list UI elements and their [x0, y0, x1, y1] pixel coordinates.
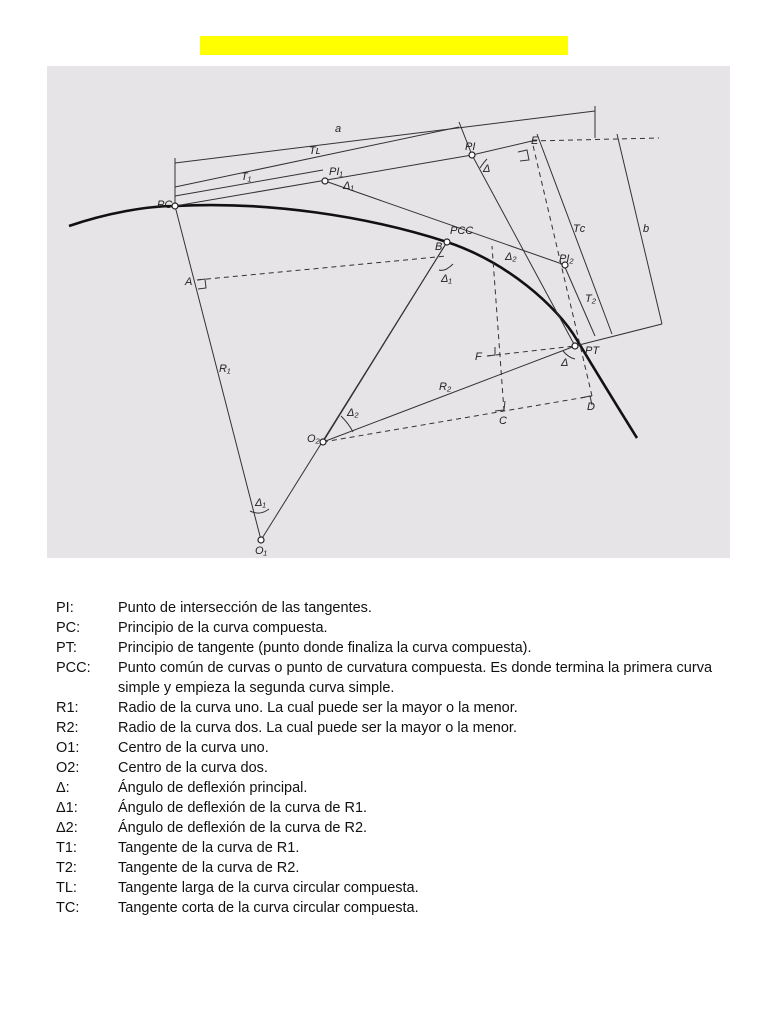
legend-row-tl	[56, 878, 756, 898]
label-pi1: PI₁	[329, 166, 343, 178]
point-o1	[258, 537, 264, 543]
legend-term: Δ2:	[56, 820, 78, 836]
radius-r2	[323, 346, 575, 442]
dim-base	[575, 324, 662, 346]
title-highlight-bar	[200, 36, 568, 55]
label-o2: O₂	[307, 433, 320, 445]
label-d: D	[587, 401, 595, 413]
legend-row-t1	[56, 838, 756, 858]
legend-row-delta1	[56, 798, 756, 818]
label-a: A	[185, 276, 193, 288]
angle-label-delta-pi: Δ	[483, 163, 491, 175]
dim-label-t1: T₁	[241, 171, 252, 183]
dim-label-a: a	[335, 123, 342, 135]
line-a-pcc	[197, 256, 447, 280]
legend-desc: Ángulo de deflexión de la curva de R2.	[118, 820, 368, 836]
legend-desc: Tangente de la curva de R1.	[118, 840, 300, 856]
label-f: F	[475, 351, 482, 363]
label-c: C	[499, 415, 507, 427]
legend-desc: Principio de la curva compuesta.	[118, 620, 328, 636]
angle-label-delta2-pi2: Δ₂	[505, 251, 517, 263]
legend-row-pc	[56, 618, 756, 638]
dim-tl	[175, 127, 459, 187]
line-o2-d	[323, 396, 592, 442]
label-pt: PT	[585, 345, 600, 357]
point-pcc	[444, 239, 450, 245]
label-pi2: PI₂	[559, 253, 574, 265]
line-c-b	[492, 246, 504, 411]
dim-label-b: b	[643, 223, 650, 235]
legend-term: PC:	[56, 620, 81, 636]
line-pi-e	[472, 141, 532, 155]
radius-o2-pcc	[323, 242, 447, 442]
legend-row-pcc	[56, 658, 756, 698]
dim-label-tc: Tᴄ	[573, 223, 586, 235]
legend-row-delta	[56, 778, 756, 798]
dim-label-tl: Tʟ	[309, 145, 321, 157]
dim-b	[617, 134, 662, 324]
label-b: B	[435, 241, 443, 253]
legend-desc: Principio de tangente (punto donde finaliza la curva compuesta).	[118, 640, 532, 656]
angle-label-delta1-b: Δ₁	[441, 273, 452, 285]
legend-desc: Tangente larga de la curva circular compuesta.	[118, 880, 419, 896]
dim-label-t2: T₂	[585, 293, 596, 305]
line-e-b-dashed	[532, 138, 659, 141]
legend-desc: Ángulo de deflexión principal.	[118, 780, 308, 796]
legend-term: TC:	[56, 900, 80, 916]
legend-desc: Radio de la curva dos. La cual puede ser la mayor o la menor.	[118, 720, 517, 736]
legend-desc: Radio de la curva uno. La cual puede ser la mayor o la menor.	[118, 700, 518, 716]
legend-term: T2:	[56, 860, 77, 876]
legend-desc: Tangente corta de la curva circular compuesta.	[118, 900, 419, 916]
legend-term: PCC:	[56, 660, 91, 676]
point-pc	[172, 203, 178, 209]
legend-term: O1:	[56, 740, 80, 756]
legend-desc: Centro de la curva uno.	[118, 740, 269, 756]
arc-delta1-b	[439, 264, 453, 270]
legend-term: PT:	[56, 640, 77, 656]
legend-desc: Punto de intersección de las tangentes.	[118, 600, 372, 616]
radius-r1	[175, 206, 261, 540]
label-pi: PI	[465, 141, 476, 153]
label-o1: O₁	[255, 545, 268, 557]
legend-term: Δ:	[56, 780, 70, 796]
right-angle-f	[487, 347, 495, 356]
legend	[56, 598, 756, 918]
legend-term: TL:	[56, 880, 77, 896]
legend-row-o2	[56, 758, 756, 778]
right-angle-a	[197, 279, 206, 289]
legend-row-delta2	[56, 818, 756, 838]
legend-desc: Punto común de curvas o punto de curvatura compuesta. Es donde termina la primera curva simple y empieza la segunda curva simple.	[118, 660, 713, 696]
dim-label-r2: R₂	[439, 381, 452, 393]
tangent-pi1-pi2	[325, 181, 565, 265]
legend-desc: Tangente de la curva de R2.	[118, 860, 300, 876]
point-pi1	[322, 178, 328, 184]
compound-curve-diagram	[47, 66, 730, 558]
legend-term: PI:	[56, 600, 74, 616]
legend-row-o1	[56, 738, 756, 758]
legend-row-t2	[56, 858, 756, 878]
angle-label-delta1-pi1: Δ₁	[343, 180, 354, 192]
compound-curve	[69, 205, 637, 438]
legend-row-r2	[56, 718, 756, 738]
legend-row-pi	[56, 598, 756, 618]
legend-term: T1:	[56, 840, 77, 856]
angle-label-delta1-o1: Δ₁	[255, 497, 266, 509]
legend-term: R2:	[56, 720, 79, 736]
legend-term: R1:	[56, 700, 79, 716]
legend-desc: Ángulo de deflexión de la curva de R1.	[118, 800, 368, 816]
legend-row-r1	[56, 698, 756, 718]
legend-row-tc	[56, 898, 756, 918]
point-o2	[320, 439, 326, 445]
legend-term: O2:	[56, 760, 80, 776]
legend-desc: Centro de la curva dos.	[118, 760, 268, 776]
angle-label-delta-pt: Δ	[561, 357, 569, 369]
label-pcc: PCC	[450, 225, 474, 237]
point-pt	[572, 343, 578, 349]
label-e: E	[531, 135, 539, 147]
diagram-svg	[47, 66, 730, 558]
dim-label-r1: R₁	[219, 363, 231, 375]
label-pc: PC	[157, 199, 173, 211]
angle-label-delta2-o2: Δ₂	[347, 407, 359, 419]
legend-term: Δ1:	[56, 800, 78, 816]
right-angle-e	[518, 150, 529, 161]
legend-row-pt	[56, 638, 756, 658]
